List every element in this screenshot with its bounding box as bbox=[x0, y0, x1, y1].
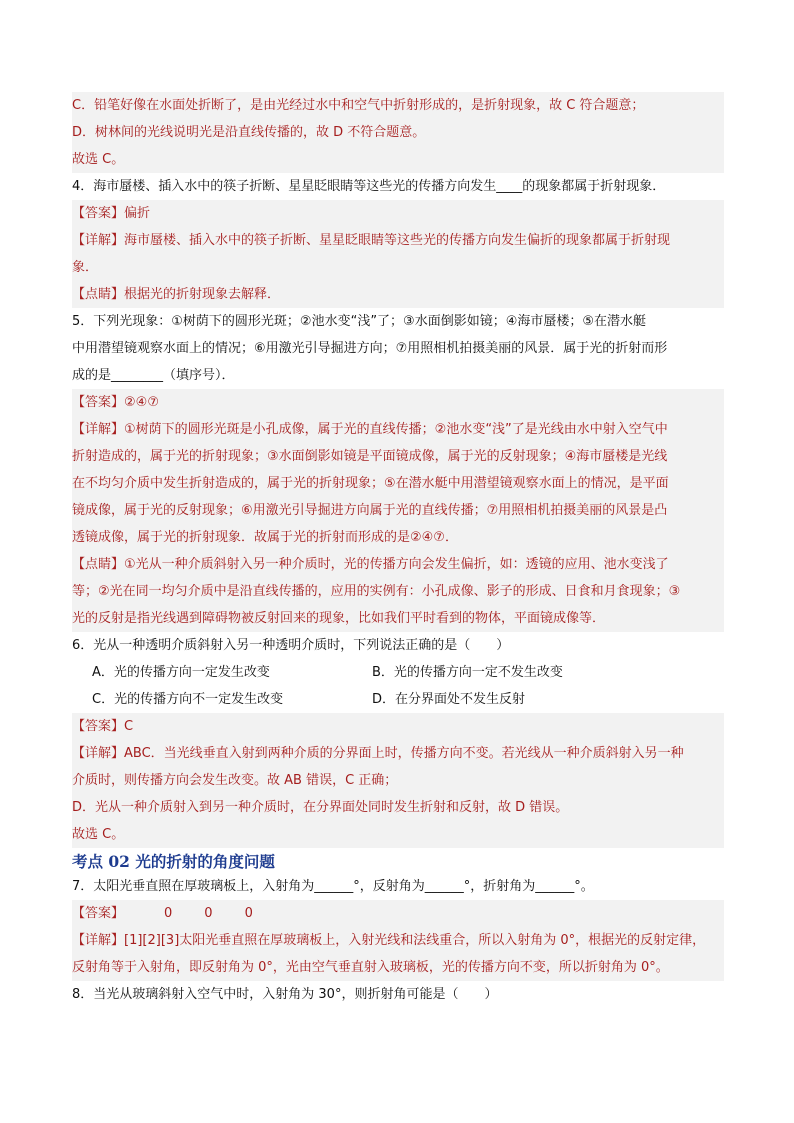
note-text: 根据光的折射现象去解释． bbox=[124, 287, 281, 302]
question-6-options-row bbox=[72, 659, 724, 686]
option-c: C．光的传播方向不一定发生改变 bbox=[92, 692, 284, 707]
question-7-detail-cont: 反射角等于入射角，即反射角为 0°，光由空气垂直射入玻璃板，光的传播方向不变，所以折射角为 0°。 bbox=[72, 954, 724, 981]
question-5-note bbox=[72, 551, 724, 578]
question-6-options-row bbox=[72, 686, 724, 713]
question-5-detail-cont: 折射造成的，属于光的折射现象；③水面倒影如镜是平面镜成像，属于光的反射现象；④海市蜃楼是光线 bbox=[72, 443, 724, 470]
explanation-line: D．树林间的光线说明光是沿直线传播的，故 D 不符合题意。 bbox=[72, 119, 724, 146]
question-4-stem: 4．海市蜃楼、插入水中的筷子折断、星星眨眼睛等这些光的传播方向发生____的现象都属于折射现象． bbox=[72, 179, 666, 194]
question-5-note-cont: 光的反射是指光线遇到障碍物被反射回来的现象，比如我们平时看到的物体，平面镜成像等． bbox=[72, 605, 724, 632]
answer-blank-3: 0 bbox=[244, 906, 253, 921]
detail-text: [1][2][3]太阳光垂直照在厚玻璃板上，入射光线和法线重合，所以入射角为 0°，根据光的反射定律， bbox=[124, 933, 706, 948]
detail-tag: 【详解】 bbox=[72, 933, 125, 948]
question-6-stem: 6．光从一种透明介质斜射入另一种透明介质时，下列说法正确的是（ ） bbox=[72, 638, 510, 653]
question-6-detail-cont: D．光从一种介质射入到另一种介质时，在分界面处同时发生折射和反射，故 D 错误。 bbox=[72, 794, 724, 821]
question-5-detail-cont: 透镜成像，属于光的折射现象．故属于光的折射而形成的是②④⑦． bbox=[72, 524, 724, 551]
question-6-answer bbox=[72, 713, 724, 740]
answer-text: C bbox=[124, 719, 134, 734]
answer-tag: 【答案】 bbox=[72, 395, 125, 410]
question-6-detail bbox=[72, 740, 724, 767]
question-6-detail-cont: 故选 C。 bbox=[72, 821, 724, 848]
question-5-stem: 成的是________（填序号）． bbox=[72, 368, 235, 383]
section-heading: 考点 02 光的折射的角度问题 bbox=[72, 852, 275, 871]
question-5-detail bbox=[72, 416, 724, 443]
answer-blank-1: 0 bbox=[164, 906, 173, 921]
question-6-detail-cont: 介质时，则传播方向会发生改变。故 AB 错误，C 正确； bbox=[72, 767, 724, 794]
answer-text: ②④⑦ bbox=[124, 395, 159, 410]
question-5-detail-cont: 镜成像，属于光的反射现象；⑥用激光引导掘进方向属于光的直线传播；⑦用照相机拍摄美丽的风景是凸 bbox=[72, 497, 724, 524]
note-tag: 【点睛】 bbox=[72, 557, 125, 572]
question-7-stem: 7．太阳光垂直照在厚玻璃板上，入射角为______°，反射角为______°，折射角为______°。 bbox=[72, 879, 594, 894]
document-page bbox=[72, 92, 724, 1008]
question-5-stem: 5．下列光现象：①树荫下的圆形光斑；②池水变“浅”了；③水面倒影如镜；④海市蜃楼；⑤在潜水艇 bbox=[72, 314, 647, 329]
detail-text: ①树荫下的圆形光斑是小孔成像，属于光的直线传播；②池水变“浅”了是光线由水中射入空气中 bbox=[124, 422, 668, 437]
detail-text: 海市蜃楼、插入水中的筷子折断、星星眨眼睛等这些光的传播方向发生偏折的现象都属于折射现 bbox=[124, 233, 671, 248]
detail-tag: 【详解】 bbox=[72, 233, 125, 248]
question-5-answer bbox=[72, 389, 724, 416]
question-7-answer bbox=[72, 900, 724, 927]
option-d: D．在分界面处不发生反射 bbox=[372, 692, 526, 707]
detail-text: ABC．当光线垂直入射到两种介质的分界面上时，传播方向不变。若光线从一种介质斜射入另一种 bbox=[124, 746, 684, 761]
question-5-note-cont: 等；②光在同一均匀介质中是沿直线传播的，应用的实例有：小孔成像、影子的形成、日食和月食现象；③ bbox=[72, 578, 724, 605]
detail-tag: 【详解】 bbox=[72, 746, 125, 761]
question-5-detail-cont: 在不均匀介质中发生折射造成的，属于光的折射现象；⑤在潜水艇中用潜望镜观察水面上的情况，是平面 bbox=[72, 470, 724, 497]
explanation-line: 故选 C。 bbox=[72, 146, 724, 173]
answer-tag: 【答案】 bbox=[72, 719, 125, 734]
question-7-detail bbox=[72, 927, 724, 954]
note-tag: 【点睛】 bbox=[72, 287, 125, 302]
explanation-line: C．铅笔好像在水面处折断了，是由光经过水中和空气中折射形成的，是折射现象，故 C 符合题意； bbox=[72, 92, 724, 119]
answer-tag: 【答案】 bbox=[72, 206, 125, 221]
question-4-detail bbox=[72, 227, 724, 254]
note-text: ①光从一种介质斜射入另一种介质时，光的传播方向会发生偏折，如：透镜的应用、池水变浅了 bbox=[124, 557, 669, 572]
answer-tag: 【答案】 bbox=[72, 906, 125, 921]
question-4-detail-cont: 象． bbox=[72, 254, 724, 281]
question-4-answer bbox=[72, 200, 724, 227]
answer-blank-2: 0 bbox=[204, 906, 213, 921]
answer-text: 偏折 bbox=[124, 206, 151, 221]
question-5-stem: 中用潜望镜观察水面上的情况；⑥用激光引导掘进方向；⑦用照相机拍摄美丽的风景．属于光的折射而形 bbox=[72, 341, 668, 356]
option-b: B．光的传播方向一定不发生改变 bbox=[372, 665, 563, 680]
question-4-note bbox=[72, 281, 724, 308]
option-a: A．光的传播方向一定发生改变 bbox=[92, 665, 270, 680]
question-8-stem: 8．当光从玻璃斜射入空气中时，入射角为 30°，则折射角可能是（ ） bbox=[72, 987, 498, 1002]
detail-tag: 【详解】 bbox=[72, 422, 125, 437]
